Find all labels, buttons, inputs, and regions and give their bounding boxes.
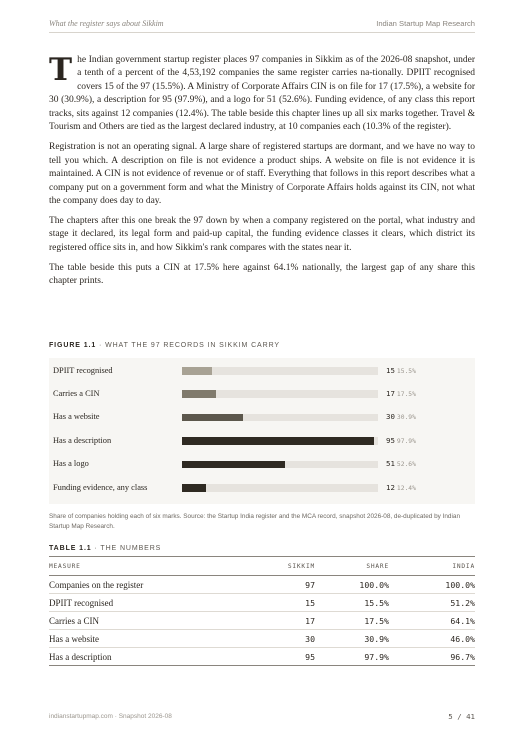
page-number: 5 / 41 [448,711,475,721]
table-row [49,648,475,666]
footer-source: indianstartupmap.com · Snapshot 2026-08 [49,712,172,720]
table-title: THE NUMBERS [100,545,162,552]
header-divider [49,32,475,33]
column-header-sikkim: SIKKIM [229,557,315,576]
bar-category-label: Has a description [53,435,112,445]
figure-separator: · [98,342,103,349]
cell-share: 17.5% [315,612,389,630]
cell-share: 100.0% [315,576,389,594]
cell-sikkim: 95 [229,648,315,666]
cell-measure: Carries a CIN [49,612,229,630]
table-label [49,545,475,552]
bar-chart [49,358,475,504]
cell-share: 30.9% [315,630,389,648]
table-number: TABLE 1.1 [49,545,92,552]
column-header-india: INDIA [389,557,475,576]
column-header-share: SHARE [315,557,389,576]
cell-india: 64.1% [389,612,475,630]
bar-percent: 17.5% [396,390,416,398]
bar-percent: 12.4% [396,484,416,492]
paragraph-1 [49,54,475,135]
cell-share: 15.5% [315,594,389,612]
table-row [49,594,475,612]
bar-count: 95 [386,435,395,445]
bar-count: 15 [386,365,395,375]
bar-track [182,484,378,492]
cell-india: 100.0% [389,576,475,594]
bar-percent: 30.9% [396,414,416,422]
page-footer [49,710,475,722]
cell-measure: Has a website [49,630,229,648]
bar [182,414,243,422]
cell-india: 51.2% [389,594,475,612]
bar-category-label: Carries a CIN [53,388,100,398]
cell-measure: DPIIT recognised [49,594,229,612]
cell-sikkim: 17 [229,612,315,630]
bar-percent: 15.5% [396,367,416,375]
bar-percent: 97.9% [396,437,416,445]
bar-track [182,461,378,469]
bar-row [49,387,475,401]
bar-track [182,367,378,375]
bar-count: 30 [386,412,395,422]
bar-value-label [386,481,416,496]
running-head-title: What the register says about Sikkim [49,18,164,28]
bar-row [49,481,475,495]
paragraph-4: The table beside this puts a CIN at 17.5% here against 64.1% nationally, the largest gap of any share this chapter prints. [49,262,475,287]
bar-track [182,414,378,422]
table-header-row [49,557,475,576]
chapter-body [49,54,475,295]
running-head [49,16,475,30]
bar-category-label: Has a website [53,412,100,422]
bar-row [49,364,475,378]
paragraph-3: The chapters after this one break the 97 down by when a company registered on the portal, what industry and stage it declared, its legal form and paid-up capital, the funding evidence classes it clears, which district its registered office sits in, and how Sikkim's rank compares with the states near it. [49,215,475,253]
bar-row [49,457,475,471]
bar-track [182,390,378,398]
table-row [49,576,475,594]
bar-row [49,410,475,424]
figure-caption: Share of companies holding each of six marks. Source: the Startup India register and the MCA record, snapshot 2026-08, de-duplicated by Indian Startup Map Research. [49,513,461,530]
cell-measure: Companies on the register [49,576,229,594]
bar-row [49,434,475,448]
paragraph-2: Registration is not an operating signal. A large share of registered startups are dormant, and we have no way to tell you which. A description on file is not evidence a product ships. A website on file is not evidence it is maintained. A CIN is not evidence of revenue or of staff. Everything that follows in this report describes what a company put on a government form and what the Ministry of Corporate Affairs holds against its CIN, not what the company does day to day. [49,142,475,207]
bar-value-label [386,387,416,402]
bar-percent: 52.6% [396,461,416,469]
bar-count: 12 [386,482,395,492]
table-row [49,612,475,630]
bar [182,390,216,398]
drop-cap: T [49,52,73,88]
bar-value-label [386,457,416,472]
cell-measure: Has a description [49,648,229,666]
running-head-publisher: Indian Startup Map Research [376,18,475,28]
bar-category-label: DPIIT recognised [53,365,113,375]
cell-india: 46.0% [389,630,475,648]
figure-title: WHAT THE 97 RECORDS IN SIKKIM CARRY [105,342,280,349]
bar-category-label: Funding evidence, any class [53,482,148,492]
bar-category-label: Has a logo [53,459,89,469]
bar-value-label [386,364,416,379]
bar [182,367,212,375]
table-row [49,630,475,648]
bar-value-label [386,434,416,449]
cell-sikkim: 15 [229,594,315,612]
bar [182,461,285,469]
paragraph-1-text: he Indian government startup register places 97 companies in Sikkim as of the 2026-08 snapshot, under a tenth of a percent of the 4,53,192 companies the same register carries na-tionally. DPIIT recognised covers 15 of the 97 (15.5%). A Ministry of Corporate Affairs CIN is on file for 17 (17.5%), a website for 30 (30.9%), a description for 95 (97.9%), and a logo for 51 (52.6%). Funding evidence, of any class this report tracks, sits against 12 companies (12.4%). The table beside this chapter lines up all six marks together. Travel & Tourism and Others are tied as the largest declared industry, at 10 companies each (10.3% of the register). [49,55,475,133]
bar-value-label [386,410,416,425]
bar [182,484,206,492]
column-header-measure: MEASURE [49,557,229,576]
cell-share: 97.9% [315,648,389,666]
cell-india: 96.7% [389,648,475,666]
figure-label [49,342,475,349]
bar-count: 17 [386,388,395,398]
bar [182,437,374,445]
bar-track [182,437,378,445]
cell-sikkim: 30 [229,630,315,648]
cell-sikkim: 97 [229,576,315,594]
numbers-table [49,556,475,666]
figure-number: FIGURE 1.1 [49,342,97,349]
table-separator: · [94,545,98,552]
bar-count: 51 [386,459,395,469]
